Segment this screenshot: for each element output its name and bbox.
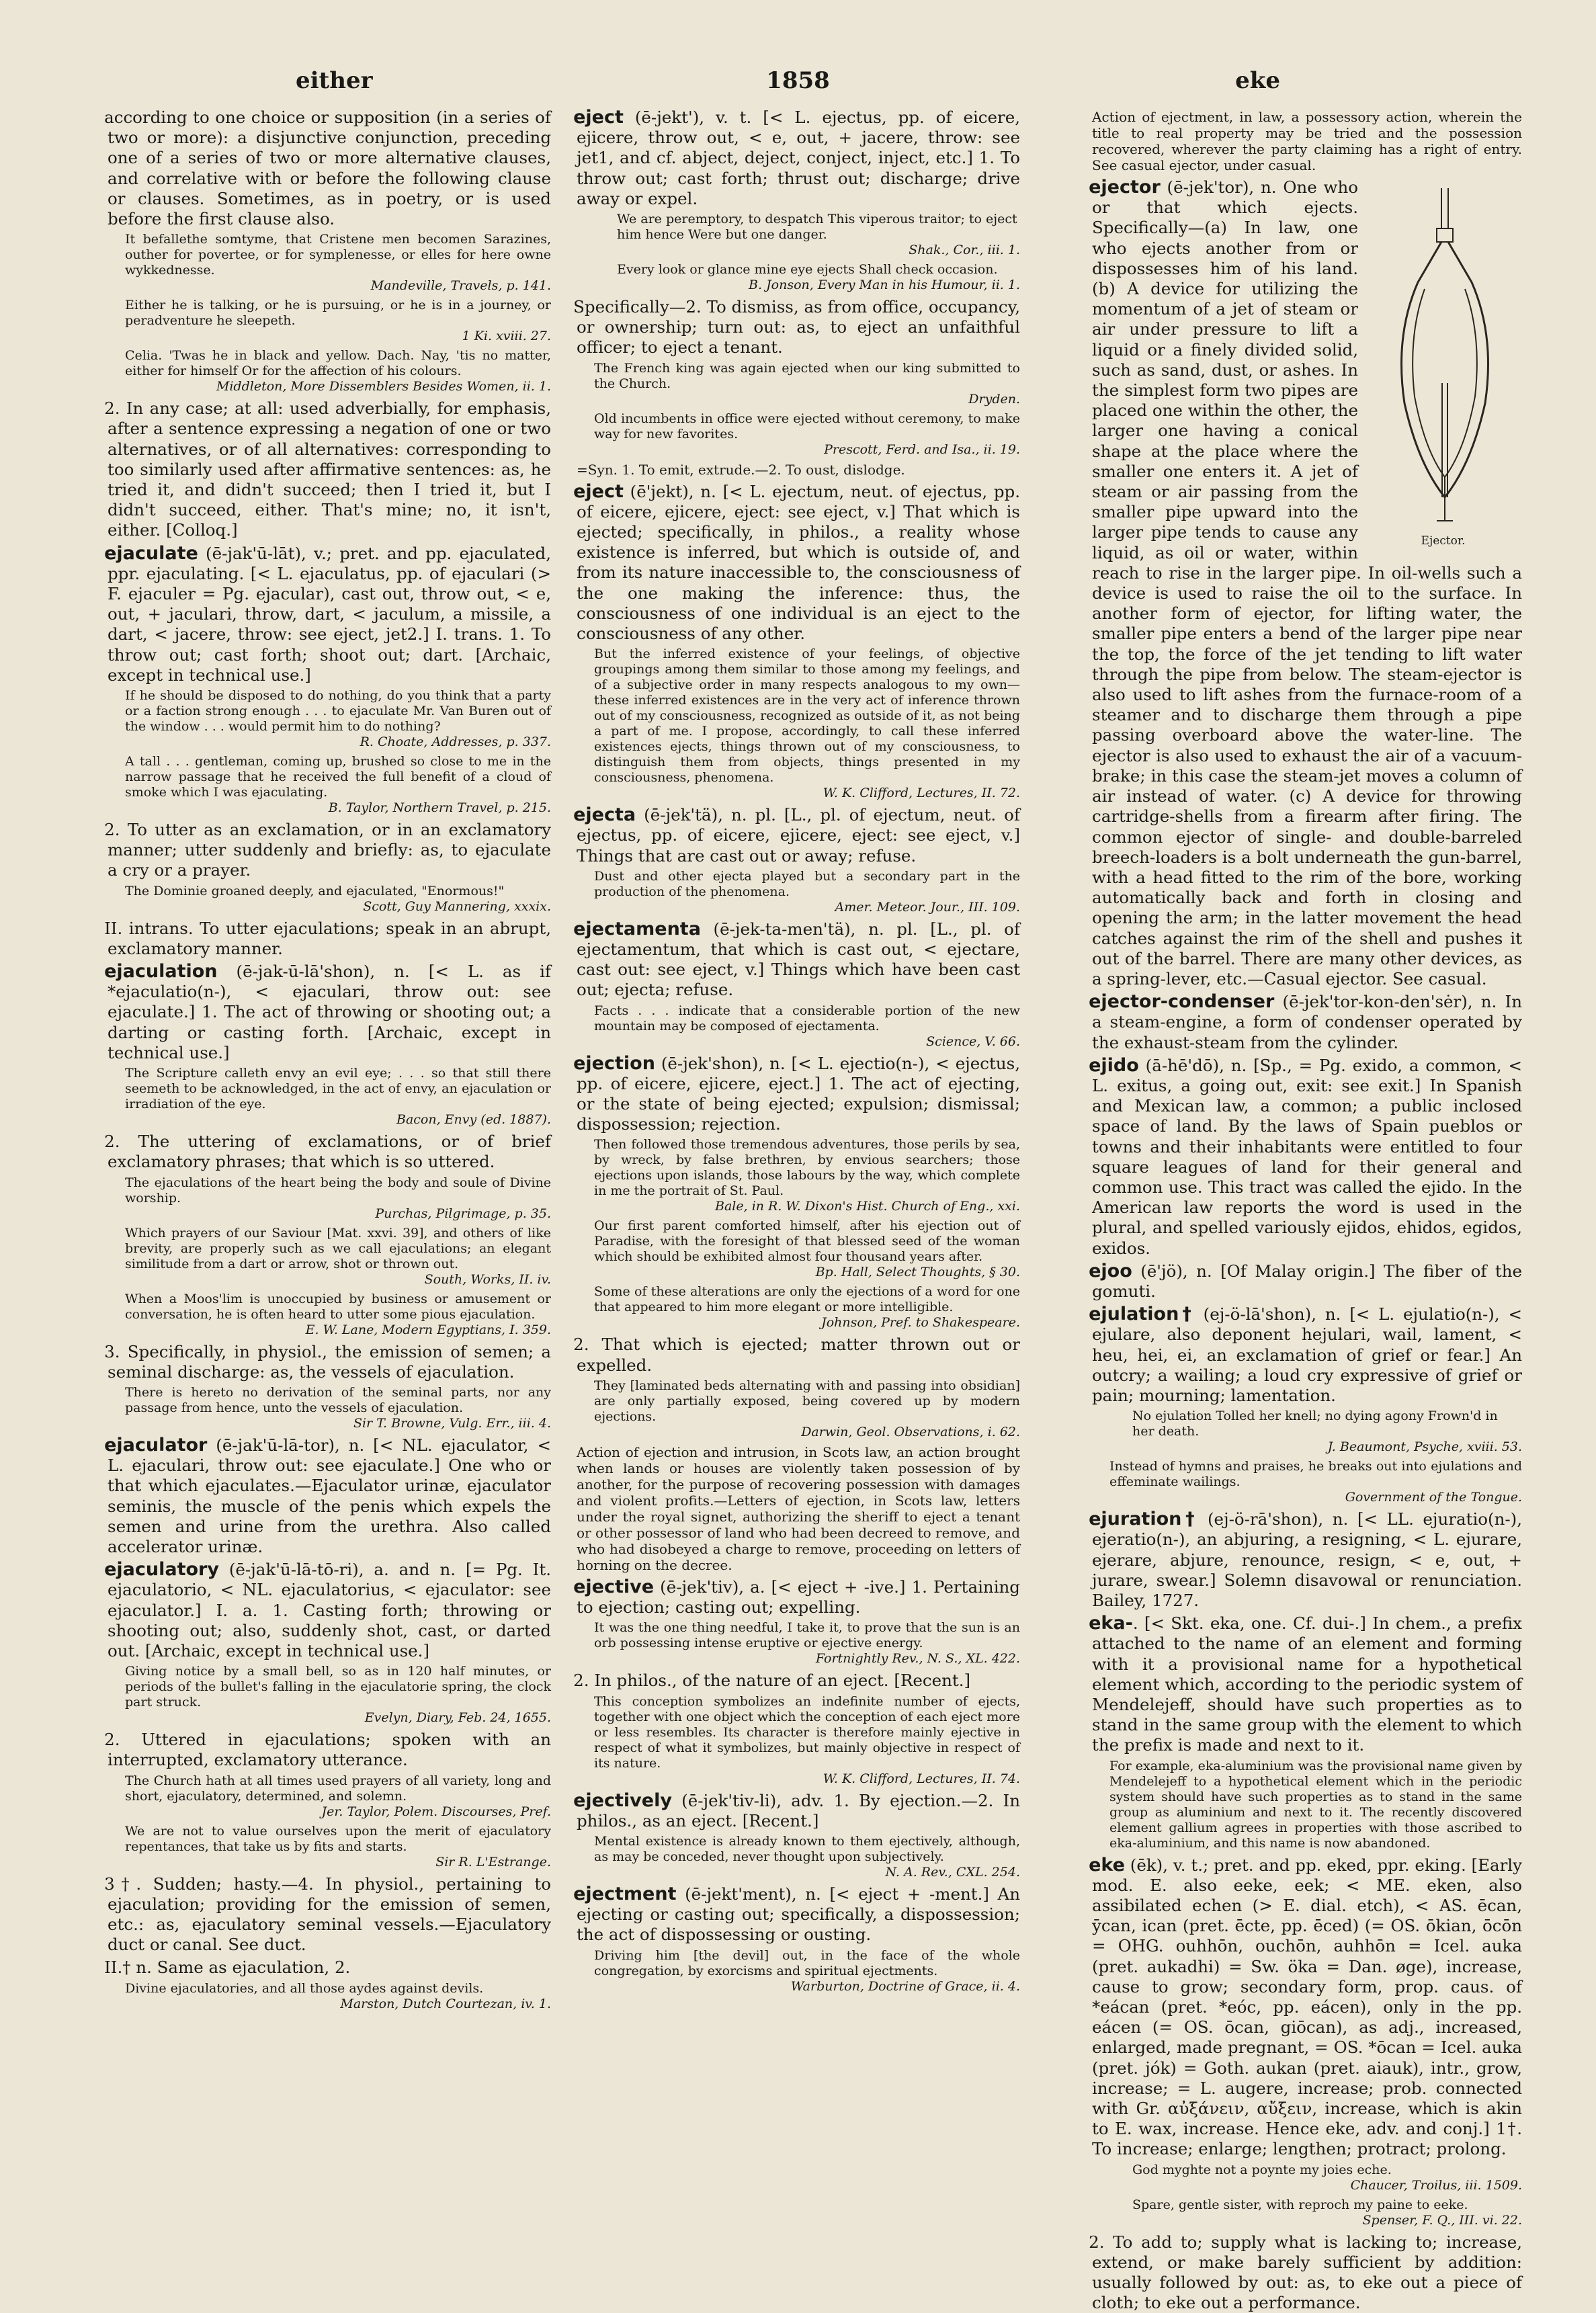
quote-text: Celia. 'Twas he in black and yellow. Dach. Nay, 'tis no matter, either for himself Or for the affection of his colours. — [125, 348, 551, 379]
guide-word-left: either — [296, 67, 373, 94]
definition-text: 2. To add to; supply what is lacking to; increase, extend, or make barely sufficient by addition: usually followed by out: as, to eke out a piece of cloth; to eke out a performance. — [1089, 2232, 1522, 2313]
citation-quote — [577, 1694, 1020, 1787]
citation-quote — [108, 1226, 551, 1288]
quote-text: A tall . . . gentleman, coming up, brushed so close to me in the narrow passage that he received the full benefit of a cloud of smoke which I was ejaculating. — [125, 754, 551, 800]
sub-entry: Action of ejection and intrusion, in Scots law, an action brought when lands or houses are violently taken possession of by another, for the purpose of recovering possession with damages and violent profits.—Letters of ejection, in Scots law, letters under the royal signet, authorizing the sheriff to eject a tenant or other possessor of land who had been decreed to remove, and who had disobeyed a charge to remove, proceeding on letters of horning on the decree. — [577, 1443, 1020, 1573]
definition-text: (ē-jek'tor), n. One who or that which ejects. Specifically—(a) In law, one who ejects another from or dispossesses him of his land. (b) A device for utilizing the momentum of a jet of steam or air under pressure to lift a liquid or a finely divided solid, such as sand, dust, or ashes. In the simplest form two pipes are placed one within the other, the larger one having a conical shape at the place where the smaller one enters it. A jet of steam or air passing from the smaller pipe upward into the larger pipe tends to cause any liquid, as oil or water, within reach to rise in the larger pipe. In oil-wells such a device is used to raise the oil to the surface. In another form of ejector, for lifting water, the smaller pipe enters a bend of the larger pipe near the top, the force of the jet tending to lift water through the pipe from below. The steam-ejector is also used to lift ashes from the furnace-room of a steamer and to discharge them through a pipe passing overboard above the water-line. The ejector is also used to exhaust the air of a vacuum-brake; in this case the steam-jet moves a column of air instead of water. (c) A device for throwing cartridge-shells from a firearm after firing. The common ejector of single- and double-barreled breech-loaders is a bolt underneath the gun-barrel, with a head fitted to the rim of the bore, working automatically back and forth in closing and opening the arm; in the latter movement the head catches against the rim of the shell and pushes it out of the barrel. There are many other devices, as a spring-lever, etc.—Casual ejector. See casual. — [1092, 177, 1522, 989]
definition-text: (ej-ö-rā'shon), n. [< LL. ejuratio(n-), ejeratio(n-), an abjuring, a resigning, < L. ejurare, ejerare, abjure, renounce, resign, < e, out, + jurare, swear.] Solemn disavowal or renunciation. Bailey, 1727. — [1092, 1509, 1522, 1610]
ejector-stroke — [1413, 289, 1477, 477]
citation-quote — [577, 1378, 1020, 1440]
quote-text: The French king was again ejected when our king submitted to the Church. — [594, 360, 1020, 391]
dictionary-entry — [573, 1335, 1020, 1375]
dictionary-entry — [573, 480, 1020, 644]
headword: ejective — [573, 1576, 655, 1597]
quote-text: Giving notice by a small bell, so as in 120 half minutes, or periods of the bullet's falling in the ejaculatorie spring, the clock part struck. — [125, 1664, 551, 1710]
quote-text: Either he is talking, or he is pursuing, or he is in a journey, or peradventure he sleepeth. — [125, 298, 551, 329]
dictionary-entry — [1089, 1613, 1522, 1755]
definition-text: (ē-jek-ta-men'tä), n. pl. [L., pl. of ejectamentum, that which is cast out, < ejectare, cast out: see eject, v.] Things which have been cast out; ejecta; refuse. — [577, 919, 1020, 1000]
quote-source: W. K. Clifford, Lectures, II. 74. — [823, 1771, 1020, 1786]
citation-quote — [108, 884, 551, 915]
column-3 — [1089, 108, 1522, 2313]
ejector-figure — [1368, 181, 1522, 558]
definition-text: (ē-jek'tor-kon-den'sėr), n. In a steam-engine, a form of condenser operated by the exhaust-steam from the cylinder. — [1092, 992, 1522, 1052]
citation-quote — [577, 869, 1020, 915]
citation-quote — [1092, 1759, 1522, 1851]
headword: ejoo — [1089, 1260, 1132, 1281]
definition-text: (ē-jak-ū-lā'shon), n. [< L. as if *ejaculatio(n-), < ejaculari, throw out: see ejaculate.] 1. The act of throwing or shooting out; a darting or casting forth. [Archaic, except in technical use.] — [108, 962, 551, 1062]
quote-source: Dryden. — [968, 391, 1020, 407]
citation-quote — [108, 348, 551, 394]
quote-source: 1 Ki. xviii. 27. — [462, 329, 551, 344]
quote-source: Fortnightly Rev., N. S., XL. 422. — [815, 1651, 1020, 1667]
citation-quote — [577, 361, 1020, 407]
definition-text: (ē-jek'tä), n. pl. [L., pl. of ejectum, neut. of ejectus, pp. of eicere, ejicere, eject: see eject, v.] Things that are cast out or away; refuse. — [577, 805, 1020, 866]
quote-source: Mandeville, Travels, p. 141. — [370, 278, 551, 294]
definition-text: 3†. Sudden; hasty.—4. In physiol., pertaining to ejaculation; providing for the emission of semen, etc.: as, ejaculatory seminal vessels.—Ejaculatory duct or canal. See duct. — [104, 1874, 551, 1955]
quote-source: Purchas, Pilgrimage, p. 35. — [375, 1206, 551, 1221]
citation-quote — [577, 1003, 1020, 1050]
definition-text: II.† n. Same as ejaculation, 2. — [104, 1958, 351, 1978]
quote-text: But the inferred existence of your feelings, of objective groupings among them similar to those among my feelings, and of a subjective order in many respects analogous to my own—these inferred existences are in the very act of inference thrown out of my consciousness, recognized as outside of it, as not being a part of me. I propose, accordingly, to call these inferred existences ejects, things thrown out of my consciousness, to distinguish them from objects, things presented in my consciousness, phenomena. — [594, 646, 1020, 786]
quote-source: W. K. Clifford, Lectures, II. 72. — [823, 786, 1020, 801]
ejector-stroke — [1441, 188, 1448, 228]
quote-text: Driving him [the devil] out, in the face of the whole congregation, by exorcisms and spiritual ejectments. — [594, 1947, 1020, 1978]
citation-quote — [577, 212, 1020, 258]
quote-text: When a Moos'lim is unoccupied by business or amusement or conversation, he is often heard to utter some pious ejaculation. — [125, 1291, 551, 1322]
quote-text: Our first parent comforted himself, after his ejection out of Paradise, with the foresight of that blessed seed of the woman which should be exhibited almost four thousand years after. — [594, 1218, 1020, 1265]
dictionary-entry — [104, 1341, 551, 1382]
definition-text: . [< Skt. eka, one. Cf. dui-.] In chem., a prefix attached to the name of an element and forming with it a provisional name for a hypothetical element which, according to the periodic system of Mendelejeff, should have such properties as to stand in the same group with the element to which the prefix is made and next to it. — [1092, 1613, 1522, 1755]
citation-quote — [1092, 2197, 1522, 2228]
page-number: 1858 — [766, 67, 830, 94]
headword: ejuration† — [1089, 1509, 1199, 1530]
citation-quote — [577, 1137, 1020, 1214]
quote-source: Marston, Dutch Courtezan, iv. 1. — [340, 1996, 551, 2011]
quote-source: Sir R. L'Estrange. — [435, 1854, 551, 1869]
citation-quote — [108, 232, 551, 294]
quote-source: Sir T. Browne, Vulg. Err., iii. 4. — [353, 1415, 551, 1431]
quote-text: Every look or glance mine eye ejects Shall check occasion. — [617, 262, 998, 278]
dictionary-entry — [1089, 2232, 1522, 2313]
dictionary-entry — [104, 1132, 551, 1172]
quote-text: Instead of hymns and praises, he breaks out into ejulations and effeminate wailings. — [1109, 1459, 1522, 1490]
quote-text: Old incumbents in office were ejected without ceremony, to make way for new favorites. — [594, 411, 1020, 441]
quote-source: B. Taylor, Northern Travel, p. 215. — [328, 800, 551, 816]
dictionary-entry — [104, 1874, 551, 1955]
citation-quote — [577, 1620, 1020, 1667]
dictionary-entry — [1089, 1304, 1522, 1406]
dictionary-entry — [104, 1434, 551, 1557]
quote-source: E. W. Lane, Modern Egyptians, I. 359. — [305, 1322, 551, 1337]
headword: ejectamenta — [573, 918, 701, 939]
dictionary-entry — [573, 804, 1020, 866]
quote-text: It befallethe somtyme, that Cristene men becomen Sarazines, outher for povertee, or for symplenesse, or elles for here owne wykkednesse. — [125, 232, 551, 278]
sub-entry: =Syn. 1. To emit, extrude.—2. To oust, dislodge. — [577, 461, 905, 478]
dictionary-entry — [573, 1671, 1020, 1691]
quote-text: This conception symbolizes an indefinite number of ejects, together with one object which the conception of each eject more or less resembles. Its character is therefore mainly ejective in respect of what it symbolizes, but mainly objective in respect of its nature. — [594, 1693, 1020, 1771]
citation-quote — [577, 1834, 1020, 1880]
headword: ejector-condenser — [1089, 991, 1275, 1013]
quote-source: R. Choate, Addresses, p. 337. — [360, 734, 551, 750]
citation-quote — [108, 1175, 551, 1222]
quote-text: Dust and other ejecta played but a secondary part in the production of the phenomena. — [594, 868, 1020, 899]
quote-source: Government of the Tongue. — [1345, 1490, 1522, 1505]
quote-source: South, Works, II. iv. — [424, 1271, 551, 1287]
dictionary-entry — [104, 542, 551, 685]
definition-text: (ē-jekt'ment), n. [< eject + -ment.] An ejecting or casting out; specifically, a dispossession; the act of dispossessing or ousting. — [577, 1884, 1020, 1945]
column-1 — [104, 108, 551, 2238]
citation-quote — [108, 1981, 551, 2012]
citation-quote — [577, 1948, 1020, 1994]
citation-quote — [108, 1066, 551, 1128]
ejector-stroke — [1402, 242, 1488, 497]
headword: eke — [1089, 1854, 1125, 1876]
dictionary-entry — [1089, 1054, 1522, 1259]
dictionary-entry — [1089, 1509, 1522, 1611]
quote-source: Bacon, Envy (ed. 1887). — [396, 1112, 551, 1128]
quote-text: Some of these alterations are only the ejections of a word for one that appeared to him more elegant or more intelligible. — [594, 1284, 1020, 1315]
headword: ejectively — [573, 1790, 672, 1811]
definition-text: (ē-jek'tiv-li), adv. 1. By ejection.—2. In philos., as an eject. [Recent.] — [577, 1790, 1020, 1831]
definition-text: 2. To utter as an exclamation, or in an exclamatory manner; utter suddenly and briefly: as, to ejaculate a cry or a prayer. — [104, 820, 551, 880]
running-header — [108, 67, 1488, 108]
citation-quote — [577, 646, 1020, 801]
quote-source: Evelyn, Diary, Feb. 24, 1655. — [364, 1710, 551, 1726]
headword: ejaculatory — [104, 1559, 219, 1581]
quote-source: Jer. Taylor, Polem. Discourses, Pref. — [321, 1804, 551, 1819]
quote-source: Shak., Cor., iii. 1. — [909, 243, 1020, 258]
definition-text: (ej-ö-lā'shon), n. [< L. ejulatio(n-), < ejulare, also deponent hejulari, wail, lament, < heu, hei, ei, an exclamation of grief or fear.] An outcry; a wailing; a loud cry expressive of grief or pain; mourning; lamentation. — [1092, 1304, 1522, 1405]
quote-text: We are peremptory, to despatch This viperous traitor; to eject him hence Were but one danger. — [617, 212, 1017, 243]
quote-source: Darwin, Geol. Observations, i. 62. — [801, 1424, 1020, 1439]
dictionary-entry — [104, 1730, 551, 1770]
quote-source: Middleton, More Dissemblers Besides Women, ii. 1. — [216, 379, 551, 394]
dictionary-entry — [104, 398, 551, 540]
definition-text: 2. The uttering of exclamations, or of brief exclamatory phrases; that which is so uttered. — [104, 1132, 551, 1172]
citation-quote — [108, 754, 551, 816]
citation-quote — [577, 1218, 1020, 1280]
definition-text: (ē-jek'shon), n. [< L. ejectio(n-), < ejectus, pp. of eicere, ejicere, eject.] 1. The act of ejecting, or the state of being ejected; expulsion; dismissal; dispossession; rejection. — [577, 1053, 1020, 1134]
citation-quote — [577, 411, 1020, 458]
quote-text: God myghte not a poynte my joies eche. — [1132, 2162, 1392, 2177]
dictionary-entry — [104, 961, 551, 1063]
definition-text: (ā-hē'dō), n. [Sp., = Pg. exido, a common, < L. exitus, a going out, exit: see exit.] In Spanish and Mexican law, a common; a public inclosed space of land. By the laws of Spain pueblos or towns and their inhabitants were entitled to four square leagues of land for their general and common use. This tract was called the ejido. In the American law reports the word is used in the plural, and spelled variously ejidos, ehidos, egidos, exidos. — [1092, 1055, 1522, 1258]
quote-text: It was the one thing needful, I take it, to prove that the sun is an orb possessing intense eruptive or ejective energy. — [594, 1620, 1020, 1651]
headword: ejectment — [573, 1883, 677, 1904]
quote-text: The Scripture calleth envy an evil eye; . . . so that still there seemeth to be acknowledged, in the act of envy, an ejaculation or irradiation of the eye. — [125, 1066, 551, 1112]
quote-text: Which prayers of our Saviour [Mat. xxvi. 39], and others of like brevity, are properly such as we call ejaculations; an elegant similitude from a dart or arrow, shot or thrown out. — [125, 1225, 551, 1271]
dictionary-entry — [573, 297, 1020, 358]
citation-quote — [108, 1824, 551, 1870]
dictionary-entry — [1089, 1260, 1522, 1302]
definition-text: 2. In philos., of the nature of an eject. [Recent.] — [573, 1671, 971, 1691]
definition-text: 3. Specifically, in physiol., the emission of semen; a seminal discharge: as, the vessels of ejaculation. — [104, 1341, 551, 1382]
citation-quote — [108, 298, 551, 344]
quote-source: Bale, in R. W. Dixon's Hist. Church of Eng., xxi. — [715, 1199, 1020, 1214]
quote-source: Johnson, Pref. to Shakespeare. — [821, 1315, 1020, 1331]
citation-quote — [1092, 2162, 1522, 2193]
headword: ejecta — [573, 804, 636, 826]
quote-source: Amer. Meteor. Jour., III. 109. — [835, 899, 1020, 915]
quote-source: Science, V. 66. — [926, 1034, 1020, 1049]
quote-source: Spenser, F. Q., III. vi. 22. — [1362, 2212, 1522, 2228]
headword: ejaculate — [104, 542, 198, 564]
quote-text: They [laminated beds alternating with and passing into obsidian] are only partially exposed, being covered up by modern ejections. — [594, 1378, 1020, 1424]
citation-quote — [108, 1385, 551, 1431]
quote-source: Warburton, Doctrine of Grace, ii. 4. — [790, 1978, 1020, 1994]
headword: eka- — [1089, 1613, 1133, 1634]
ejector-stroke — [1437, 477, 1453, 521]
headword: ejido — [1089, 1054, 1139, 1076]
quote-text: The ejaculations of the heart being the body and soule of Divine worship. — [125, 1175, 551, 1206]
quote-text: Facts . . . indicate that a considerable portion of the new mountain may be composed of ejectamenta. — [594, 1003, 1020, 1034]
quote-source: Prescott, Ferd. and Isa., ii. 19. — [824, 441, 1020, 457]
guide-word-right: eke — [1235, 67, 1280, 94]
definition-text: (ē-jak'ū-lāt), v.; pret. and pp. ejaculated, ppr. ejaculating. [< L. ejaculatus, pp. of ejaculari (> F. ejaculer = Pg. ejacular), cast out, throw out, < e, out, + jaculari, throw, dart, < jaculum, a missile, a dart, < jacere, throw: see eject, jet2.] I. trans. 1. To throw out; cast forth; shoot out; dart. [Archaic, except in technical use.] — [108, 543, 551, 685]
dictionary-entry — [573, 1052, 1020, 1135]
citation-quote — [108, 688, 551, 750]
dictionary-entry — [573, 1883, 1020, 1945]
definition-text: (ē-jekt'), v. t. [< L. ejectus, pp. of eicere, ejicere, throw out, < e, out, + jacere, throw: see jet1, and cf. abject, deject, conject, inject, etc.] 1. To throw out; cast forth; thrust out; discharge; drive away or expel. — [577, 108, 1020, 208]
quote-source: Bp. Hall, Select Thoughts, § 30. — [815, 1265, 1020, 1280]
dictionary-entry — [104, 918, 551, 959]
definition-text: according to one choice or supposition (in a series of two or more): a disjunctive conjunction, preceding one of a series of two or more alternative clauses, and correlative with or before the following clause or clauses. Sometimes, as in poetry, or is used before the first clause also. — [104, 108, 551, 229]
dictionary-entry — [573, 107, 1020, 209]
headword: eject — [573, 480, 624, 502]
citation-quote — [1092, 1408, 1522, 1455]
citation-quote — [577, 1284, 1020, 1331]
citation-quote — [577, 262, 1020, 293]
quote-source: N. A. Rev., CXL. 254. — [885, 1864, 1020, 1880]
citation-quote — [108, 1292, 551, 1338]
quote-text: Then followed those tremendous adventures, those perils by sea, by wreck, by false brethren, by envious searchers; those ejections upon islands, those labours by the way, which complete in me the portrait of St. Paul. — [594, 1137, 1020, 1199]
quote-text: There is hereto no derivation of the seminal parts, nor any passage from hence, unto the vessels of ejaculation. — [125, 1384, 551, 1415]
quote-text: The Dominie groaned deeply, and ejaculated, "Enormous!" — [125, 883, 505, 898]
definition-text: (ē'jekt), n. [< L. ejectum, neut. of ejectus, pp. of eicere, ejicere, eject: see eject, v.] That which is ejected; specifically, in philos., a reality whose existence is inferred, but which is outside of, and from its nature inaccessible to, the consciousness of the one making the inference: thus, the consciousness of one individual is an eject to the consciousness of any other. — [577, 481, 1020, 644]
dictionary-entry — [104, 820, 551, 881]
citation-quote — [1092, 1459, 1522, 1505]
ejector-illustration-icon — [1378, 181, 1512, 531]
definition-text: (ē'jö), n. [Of Malay origin.] The fiber of the gomuti. — [1092, 1261, 1522, 1301]
quote-text: Divine ejaculatories, and all those aydes against devils. — [125, 1980, 484, 1996]
figure-caption: Ejector. — [1421, 534, 1466, 548]
quote-source: Scott, Guy Mannering, xxxix. — [363, 898, 551, 914]
quote-source: B. Jonson, Every Man in his Humour, ii. 1. — [749, 278, 1020, 293]
sub-entry: Action of ejectment, in law, a possessory action, wherein the title to real property may be tried and the possession recovered, wherever the party claiming has a right of entry. See casual ejector, under casual. — [1092, 109, 1522, 173]
ejector-stroke — [1437, 228, 1453, 242]
headword: ejulation† — [1089, 1304, 1195, 1325]
headword: ejaculation — [104, 961, 218, 982]
dictionary-entry — [104, 1559, 551, 1661]
dictionary-entry — [1089, 991, 1522, 1053]
quote-source: Chaucer, Troilus, iii. 1509. — [1350, 2177, 1522, 2193]
definition-text: Specifically—2. To dismiss, as from office, occupancy, or ownership; turn out: as, to eject an unfaithful officer; to eject a tenant. — [573, 297, 1020, 358]
headword: eject — [573, 107, 624, 128]
quote-text: Spare, gentle sister, with reproch my paine to eeke. — [1132, 2197, 1468, 2212]
definition-text: 2. In any case; at all: used adverbially, for emphasis, after a sentence expressing a negation of one or two alternatives, or of all alternatives: corresponding to too similarly used after affirmative sentences: as, he tried it, and didn't succeed; then I tried it, but I didn't succeed, either. That's mine; no, it isn't, either. [Colloq.] — [104, 398, 551, 540]
dictionary-entry — [1089, 1854, 1522, 2160]
dictionary-entry — [573, 1576, 1020, 1617]
dictionary-entry — [104, 1958, 551, 1978]
quote-text: We are not to value ourselves upon the merit of ejaculatory repentances, that take us by fits and starts. — [125, 1823, 551, 1854]
dictionary-entry — [573, 918, 1020, 1001]
quote-source: J. Beaumont, Psyche, xviii. 53. — [1327, 1439, 1522, 1455]
definition-text: (ē-jek'tiv), a. [< eject + -ive.] 1. Pertaining to ejection; casting out; expelling. — [577, 1576, 1020, 1617]
headword: ejector — [1089, 177, 1161, 198]
quote-text: No ejulation Tolled her knell; no dying agony Frown'd in her death. — [1132, 1408, 1498, 1439]
dictionary-entry — [573, 1790, 1020, 1831]
quote-text: Mental existence is already known to them ejectively, although, as may be conceded, never thought upon subjectively. — [594, 1833, 1020, 1864]
definition-text: 2. Uttered in ejaculations; spoken with an interrupted, exclamatory utterance. — [104, 1730, 551, 1770]
quote-text: The Church hath at all times used prayers of all variety, long and short, ejaculatory, determined, and solemn. — [125, 1773, 551, 1804]
headword: ejection — [573, 1052, 655, 1074]
citation-quote — [108, 1773, 551, 1820]
column-2 — [573, 107, 1020, 2238]
definition-text: (ē-jak'ū-lā-tor), n. [< NL. ejaculator, < L. ejaculari, throw out: see ejaculate.] One who or that which ejaculates.—Ejaculator urinæ, ejaculator seminis, the muscle of the penis which expels the semen and urine from the urethra. Also called accelerator urinæ. — [108, 1435, 551, 1556]
definition-text: 2. That which is ejected; matter thrown out or expelled. — [573, 1335, 1020, 1375]
headword: ejaculator — [104, 1434, 208, 1456]
definition-text: II. intrans. To utter ejaculations; speak in an abrupt, exclamatory manner. — [104, 918, 551, 958]
quote-text: If he should be disposed to do nothing, do you think that a party or a faction strong enough . . . to ejaculate Mr. Van Buren out of the window . . . would permit him to do nothing? — [125, 688, 551, 734]
definition-text: (ē-jak'ū-lā-tō-ri), a. and n. [= Pg. It. ejaculatorio, < NL. ejaculatorius, < ejaculator: see ejaculator.] I. a. 1. Casting forth; throwing or shooting out; also, suddenly shot, cast, or darted out. [Archaic, except in technical use.] — [108, 1560, 551, 1660]
quote-text: For example, eka-aluminium was the provisional name given by Mendelejeff to a hypothetical element which in the periodic system should have such properties as to stand in the same group as aluminium and next to it. The recently discovered element gallium agrees in properties with those ascribed to eka-aluminium, and this name is now abandoned. — [1109, 1758, 1522, 1851]
dictionary-entry — [104, 108, 551, 229]
citation-quote — [108, 1664, 551, 1726]
dictionary-entry — [1089, 177, 1522, 989]
definition-text: (ēk), v. t.; pret. and pp. eked, ppr. eking. [Early mod. E. also eeke, eek; < ME. eken, also assibilated echen (> E. dial. etch), < AS. ēcan, ȳcan, ican (pret. ēcte, pp. ēced) (= OS. ōkian, ōcōn = OHG. ouhhōn, ouchōn, auhhōn = Icel. auka (pret. aukadhi) = Sw. öka = Dan. øge), increase, cause to grow; secondary form, prop. caus. of *eácan (pret. *eóc, pp. eácen), only in the pp. eácen (= OS. ōcan, giōcan), as adj., increased, enlarged, made pregnant, = OS. *ōcan = Icel. auka (pret. jók) = Goth. aukan (pret. aiauk), intr., grow, increase; = L. augere, increase; prob. connected with Gr. αὐξάνειν, αὔξειν, increase, which is akin to E. wax, increase. Hence eke, adv. and conj.] 1†. To increase; enlarge; lengthen; protract; prolong. — [1092, 1855, 1522, 2159]
